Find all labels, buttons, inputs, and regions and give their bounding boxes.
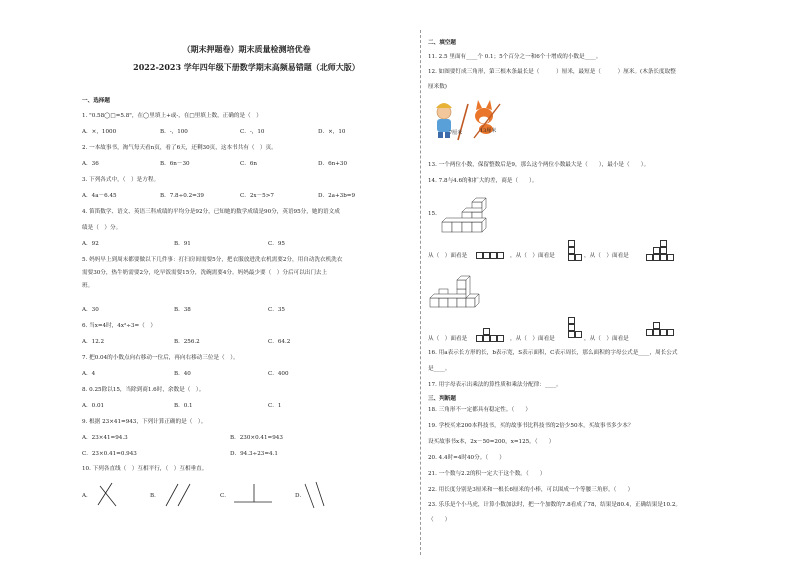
q9-opt-c: C．23×0.41=0.943 xyxy=(82,451,137,457)
q18: 18. 三角形不一定都具有稳定性。（ ） xyxy=(428,407,531,413)
q3: 3. 下列各式中，（ ）是方程。 xyxy=(82,177,160,183)
q1-opt-c: C．-，10 xyxy=(240,129,265,135)
q9: 9. 根据 23×41=943，下列计算正确的是（ ）。 xyxy=(82,419,207,425)
paper-title: （期末押题卷）期末质量检测培优卷 xyxy=(182,44,311,54)
paper-subtitle: 2022-2023 学年四年级下册数学期末高频易错题（北师大版） xyxy=(133,62,360,72)
q5-opt-b: B．38 xyxy=(174,307,191,313)
q7: 7. 把0.04的小数点向右移动一位后，再向右移动三位是（ ）。 xyxy=(82,355,239,361)
q21: 21. 一个数与2.2的积一定大于这个数。（ ） xyxy=(428,471,546,477)
q10: 10. 下列各直线（ ）互相平行，（ ）互相垂直。 xyxy=(82,466,208,472)
q1: 1. "0.58◯□=5.8"，在◯里填上+或-，在□里填上数，正确的是（ ） xyxy=(82,113,262,119)
q14: 14. 7.8与4.6的和扩大的差，商是（ ）。 xyxy=(428,178,538,184)
q4-opt-a: A．92 xyxy=(82,241,99,247)
q17: 17. 用字母表示出乘法的算性质和乘法分配律：____。 xyxy=(428,382,562,388)
stick-label-7: 7厘米 xyxy=(449,130,463,136)
q10-opt-b: B． xyxy=(150,493,160,499)
q8-opt-a: A．0.01 xyxy=(82,403,105,409)
q7-opt-a: A．4 xyxy=(82,371,96,377)
q12: 12. 如图要钉成三角形，第三根木条最长是（ ）厘米，最短是（ ）厘米。(木条长度取整 xyxy=(428,69,676,75)
q2-opt-a: A．36 xyxy=(82,161,99,167)
q23: 23. 乐乐是个小马虎，计算小数加法时，把一个加数的7.8看成了78，结果是80.4，正确结果是10.2。 xyxy=(428,502,681,508)
q6-opt-b: B．256.2 xyxy=(174,339,200,345)
q8-opt-c: C．1 xyxy=(268,403,282,409)
q2-opt-b: B．6n－30 xyxy=(160,161,190,167)
q10-opt-a: A． xyxy=(82,493,92,499)
q20: 20. 4.4时=4时40分。（ ） xyxy=(428,455,505,461)
q4-opt-c: C．95 xyxy=(268,241,285,247)
q1-opt-b: B．-，100 xyxy=(160,129,188,135)
section-choice: 一、选择题 xyxy=(82,98,110,104)
q12-cont: 厘米数) xyxy=(428,84,447,90)
q23-cont: （ ） xyxy=(428,517,451,523)
q15-view-row1-a: 从（ ）面看是 xyxy=(428,253,468,259)
q15-view-row1-b: ，从（ ）面看是 xyxy=(510,253,555,259)
q15: 15. xyxy=(428,211,437,217)
q9-opt-a: A．23×41=94.3 xyxy=(82,435,128,441)
q1-opt-d: D．×，10 xyxy=(318,129,346,135)
q3-opt-b: B．7.8÷0.2=39 xyxy=(160,193,204,199)
q16-cont: 是____。 xyxy=(428,366,451,372)
q1-opt-a: A．×，1000 xyxy=(82,129,117,135)
q15-view-row2-a: 从（ ）面看是 xyxy=(428,336,468,342)
q5: 5. 妈妈早上到周末都要做以下几件事：打扫房间需要5分，把衣服放进洗衣机需要2分，用自动洗衣机洗衣 xyxy=(82,257,343,263)
q5-cont: 需要30分，热牛奶需要2分，吃早饭需要15分，洗碗需要4分。妈妈最少要（ ）分后可以出门去上 xyxy=(82,270,328,276)
q4-cont: 绩是（ ）分。 xyxy=(82,225,122,231)
q5-opt-c: C．35 xyxy=(268,307,285,313)
q9-opt-b: B．230×0.41=943 xyxy=(230,435,283,441)
q2: 2. 一本故事书，淘气每天看n页，看了6天，还剩30页，这本书共有（ ）页。 xyxy=(82,145,277,151)
q3-opt-a: A．4a－6.45 xyxy=(82,193,117,199)
q15-view-row2-b: ，从（ ）面看是 xyxy=(510,336,555,342)
q16: 16. 用a表示长方形的长，b表示宽，S表示面积，C表示周长，那么面积的字母公式是____，周长公式 xyxy=(428,350,678,356)
q11: 11. 2.5 里面有____个 0.1；5个百分之一和6个十增成的小数是____。 xyxy=(428,54,602,60)
q9-opt-d: D．94.3÷23=4.1 xyxy=(230,451,278,457)
q10-opt-d: D． xyxy=(295,493,306,499)
q8: 8. 0.25除以15，当除到商1.6时，余数是（ ）。 xyxy=(82,387,205,393)
q5-opt-a: A．30 xyxy=(82,307,99,313)
section-fill: 二、填空题 xyxy=(428,40,456,46)
q3-opt-c: C．2x－5>7 xyxy=(240,193,274,199)
stick-label-13: 13厘米 xyxy=(480,128,497,134)
q4: 4. 笛笛数学、语文、英语三科成绩的平均分是92分，已知她的数学成绩是90分，英语95分，她的语文成 xyxy=(82,209,340,215)
q22: 22. 用长度分别是3厘米和一根长6厘米的小棒，可以围成一个等腰三角形。（ ） xyxy=(428,487,634,493)
q7-opt-b: B．40 xyxy=(174,371,191,377)
q4-opt-b: B．91 xyxy=(174,241,191,247)
q3-opt-d: D．2a+3b=9 xyxy=(318,193,356,199)
q6-opt-a: A．12.2 xyxy=(82,339,105,345)
q8-opt-b: B．0.1 xyxy=(174,403,193,409)
q15-view-row2-c: ，从（ ）面看是 xyxy=(584,336,629,342)
q6-opt-c: C．64.2 xyxy=(268,339,291,345)
q19: 19. 学校买来200本科技书，买的故事书比科技书的2倍少50本，买故事书多少本？ xyxy=(428,423,634,429)
q6: 6. 当x=4时，4x²÷3=（ ） xyxy=(82,323,156,329)
section-judge: 三、判断题 xyxy=(428,396,456,402)
q10-opt-c: C． xyxy=(220,493,230,499)
q7-opt-c: C．400 xyxy=(268,371,289,377)
q2-opt-d: D．6n+30 xyxy=(318,161,348,167)
q15-view-row1-c: ，从（ ）面看是 xyxy=(584,253,629,259)
q2-opt-c: C．6n xyxy=(240,161,258,167)
q5-cont2: 班。 xyxy=(82,283,94,289)
q13: 13. 一个两位小数，保留整数后是9，那么这个两位小数最大是（ ），最小是（ ）。 xyxy=(428,162,650,168)
q19-cont: 设买故事书x本，2x－50=200，x=125。（ ） xyxy=(428,439,555,445)
